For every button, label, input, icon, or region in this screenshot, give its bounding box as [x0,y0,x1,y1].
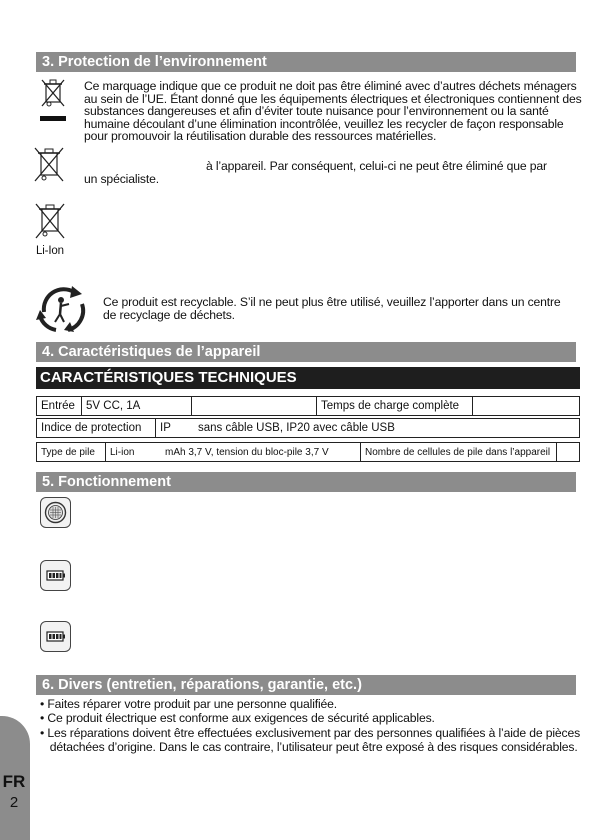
crossed-bin-icon [40,78,66,122]
spec-row-protection [36,418,580,438]
battery-bin-icon [32,145,66,189]
spec-row-battery [36,442,580,462]
battery-capacity: mAh 3,7 V, tension du bloc-pile 3,7 V [161,443,361,461]
bullet-4: détachées d’origine. Dans le cas contraire, l’utilisateur peut être exposé à des risques considérables. [40,740,578,755]
input-empty [192,397,317,415]
page-number: 2 [9,794,19,811]
protection-label: Indice de protection [37,419,156,437]
battery-charging-icon [40,621,71,652]
maintenance-bullets [40,697,580,755]
liion-label: Li-Ion [36,245,64,257]
battery-type-value: Li-ion [110,447,135,458]
section-6-heading: 6. Divers (entretien, réparations, garantie, etc.) [36,675,576,695]
spec-table-header: CARACTÉRISTIQUES TECHNIQUES [36,367,580,389]
charge-time-value [473,397,579,415]
spec-row-input [36,396,580,416]
section-3-heading: 3. Protection de l’environnement [36,52,576,72]
recycle-text: Ce produit est recyclable. S’il ne peut plus être utilisé, veuillez l’apporter dans un centre de recyclage de déchets. [103,295,561,322]
input-label: Entrée [37,397,82,415]
input-value: 5V CC, 1A [82,397,192,415]
section-4-heading: 4. Caractéristiques de l’appareil [36,342,576,362]
battery-type-label: Type de pile [37,443,106,461]
battery-text-line1: à l’appareil. Par conséquent, celui-ci ne peut être éliminé que par [206,159,547,173]
weee-text: Ce marquage indique que ce produit ne doit pas être éliminé avec d’autres déchets ménagers au sein de l’UE. Étant donné que les équipements électriques et électroniques contiennent des substances dangereuses et afin d’éviter toute nuisance pour l’environnement ou la santé humaine découlant d’une élimination incontrôlée, veuillez les recycler de façon responsable pour promouvoir la réutilisation durable des ressources matérielles. [84,79,582,144]
bullet-1: • Faites réparer votre produit par une personne qualifiée. [40,697,338,711]
liion-bin-icon [34,202,66,244]
protection-value: sans câble USB, IP20 avec câble USB [198,422,395,434]
battery-text-line2: un spécialiste. [84,172,159,186]
bullet-2: • Ce produit électrique est conforme aux exigences de sécurité applicables. [40,711,435,726]
power-button-icon [40,497,71,528]
bullet-3: • Les réparations doivent être effectuées exclusivement par des personnes qualifiées à l’aide de pièces [40,725,581,740]
cell-count-label: Nombre de cellules de pile dans l’appareil [361,443,557,461]
recycle-person-icon [34,282,92,336]
battery-full-icon [40,560,71,591]
section-5-heading: 5. Fonctionnement [36,472,576,492]
cell-count-value [557,443,579,461]
language-label: FR [2,772,26,791]
charge-time-label: Temps de charge complète [317,397,473,415]
protection-ip: IP [160,422,171,434]
